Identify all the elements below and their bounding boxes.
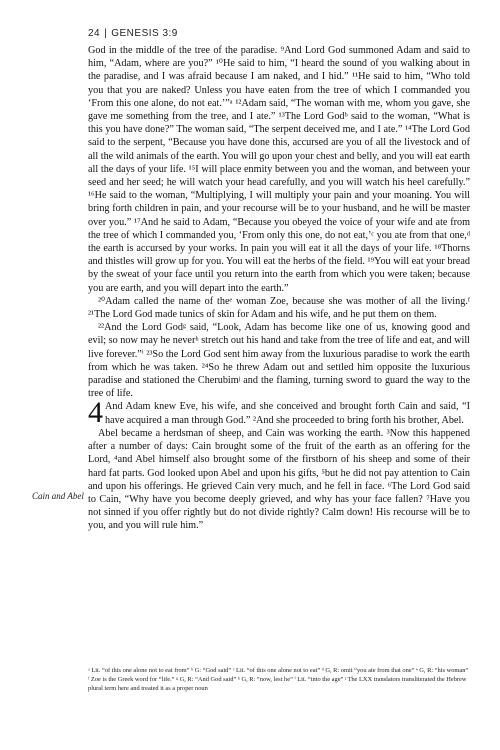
footnotes: ᵃ Lit. “of this one alone not to eat from” ᵇ G: “God said” ᶜ Lit. “of this one alone not to eat” ᵈ G, R: omit “you ate from that one” ᵉ G, R: “his woman” ᶠ Zoe is the Greek word for “life.” ᵍ G, R: “And God said” ʰ G, R: “now, lest he” ⁱ Lit. “into the age” ʲ The LXX translators transliterated the Hebrew plural term here and treated it as a proper noun [88,667,469,692]
body-text [88,44,470,533]
paragraph: Abel became a herdsman of sheep, and Cain was working the earth. ³Now this happened after a number of days: Cain brought some of the fruit of the earth as an offering for the Lord, ⁴and Abel himself also brought some of the firstborn of his sheep and some of their hard fat parts. God looked upon Abel and upon his gifts, ⁵but he did not pay attention to Cain and upon his offerings. He grieved Cain very much, and he fell in face. ⁶The Lord God said to Cain, “Why have you become deeply grieved, and why has your face fallen? ⁷Have you not sinned if you offer rightly but do not divide rightly? Calm down! His recourse will be to you, and you will rule him.” [88,427,470,532]
paragraph: And Adam knew Eve, his wife, and she conceived and brought forth Cain and said, “I have acquired a man through God.” ²And she proceeded to bring forth his brother, Abel. [105,401,470,426]
paragraph: ²⁰Adam called the name of theᵉ woman Zoe, because she was mother of all the living.ᶠ ²¹The Lord God made tunics of skin for Adam and his wife, and he put them on them. [88,295,470,321]
chapter-4-opening [88,396,470,430]
paragraph: God in the middle of the tree of the paradise. ⁹And Lord God summoned Adam and said to him, “Adam, where are you?” ¹⁰He said to him, “I heard the sound of you walking about in the paradise, and I was afraid because I am naked, and I hid.” ¹¹He said to him, “Who told you that you are naked? Unless you have eaten from the tree of which I commanded you ‘From this one alone, do not eat.’”ᵃ ¹²Adam said, “The woman with me, whom you gave, she gave me something from the tree, and I ate.” ¹³The Lord Godᵇ said to the woman, “What is this you have done?” The woman said, “The serpent deceived me, and I ate.” ¹⁴The Lord God said to the serpent, “Because you have done this, accursed are you of all the livestock and of all the wild animals of the earth. You will go upon your chest and belly, and you will eat earth all the days of your life. ¹⁵I will place enmity between you and the woman, and between your seed and her seed; he will watch your head carefully, and you will watch his heel carefully.” ¹⁶He said to the woman, “Multiplying, I will multiply your pain and your moaning. You will bring forth children in pain, and your recourse will be to your husband, and he will be master over you.” ¹⁷And he said to Adam, “Because you obeyed the voice of your wife and ate from the tree of which I commanded you, ‘From only this one, do not eat,’ᶜ you ate from that one,ᵈ the earth is accursed by your works. In pain you will eat it all the days of your life. ¹⁸Thorns and thistles will grow up for you. You will eat the herbs of the field. ¹⁹You will eat your bread by the sweat of your face until you return into the earth from which you were taken; because you are earth, and you will depart into the earth.” [88,45,470,294]
paragraph: ²²And the Lord Godᵍ said, “Look, Adam has become like one of us, knowing good and evil; so now may he neverʰ stretch out his hand and take from the tree of life and eat, and will live forever.”ⁱ ²³So the Lord God sent him away from the luxurious paradise to work the earth from which he was taken. ²⁴So he threw Adam out and settled him opposite the luxurious paradise and stationed the Cherubimʲ and the flaming, turning sword to guard the way to the tree of life. [88,322,470,400]
section-heading: Cain and Abel [32,491,84,501]
page-number: 24 [88,28,101,39]
running-header: 24 | GENESIS 3:9 [88,28,178,39]
chapter-reference: GENESIS 3:9 [111,28,178,39]
chapter-number-dropcap: 4 [88,396,103,430]
